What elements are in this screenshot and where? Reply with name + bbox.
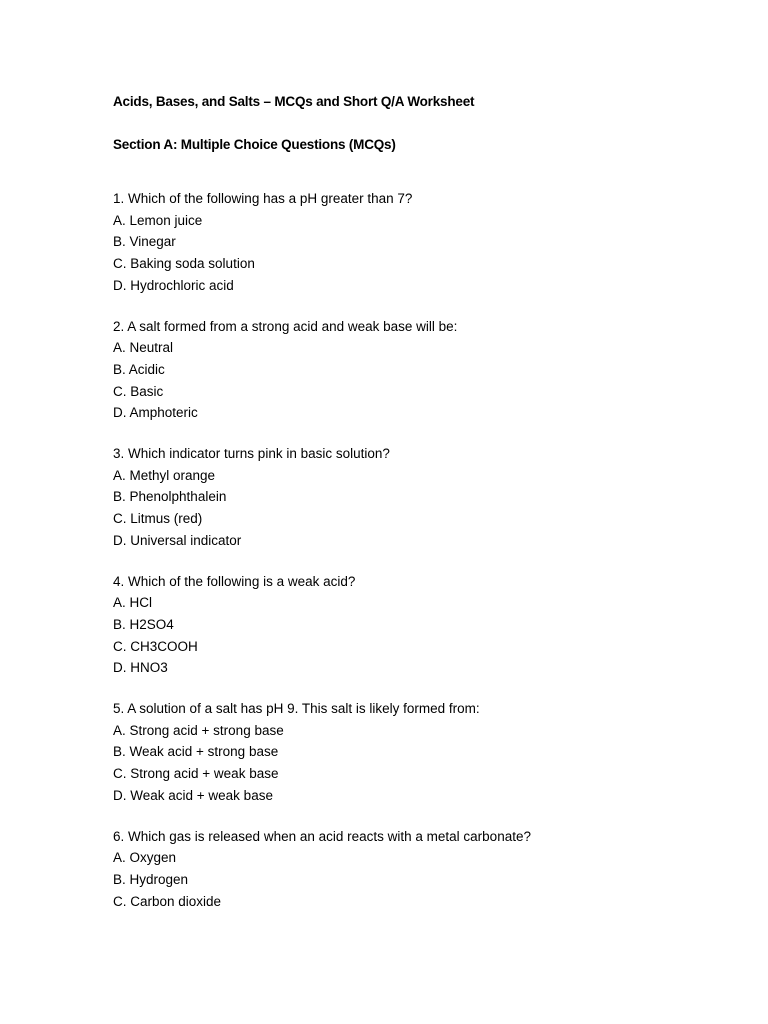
answer-option: D. Universal indicator bbox=[113, 532, 242, 548]
answer-option: B. H2SO4 bbox=[113, 616, 174, 632]
question-text: 2. A salt formed from a strong acid and weak base will be: bbox=[113, 318, 458, 334]
answer-option: A. Lemon juice bbox=[113, 212, 203, 228]
question-block bbox=[113, 571, 673, 680]
question-block bbox=[113, 188, 673, 297]
answer-option: B. Weak acid + strong base bbox=[113, 744, 279, 760]
question-text: 1. Which of the following has a pH greater than 7? bbox=[113, 191, 413, 206]
question-block bbox=[113, 826, 673, 913]
answer-option: C. Litmus (red) bbox=[113, 511, 203, 527]
answer-option: D. Hydrochloric acid bbox=[113, 277, 234, 293]
answer-option: D. Amphoteric bbox=[113, 405, 198, 421]
question-block bbox=[113, 316, 673, 425]
answer-option: C. Strong acid + weak base bbox=[113, 766, 279, 782]
answer-option: A. Neutral bbox=[113, 340, 174, 356]
answer-option: A. Strong acid + strong base bbox=[113, 722, 284, 738]
answer-option: A. Methyl orange bbox=[113, 467, 216, 483]
answer-option: A. Oxygen bbox=[113, 850, 177, 866]
answer-option: D. Weak acid + weak base bbox=[113, 787, 273, 803]
answer-option: B. Hydrogen bbox=[113, 871, 189, 887]
question-list bbox=[113, 188, 673, 912]
answer-option: B. Phenolphthalein bbox=[113, 489, 227, 505]
section-title: Section A: Multiple Choice Questions (MCQs) bbox=[113, 137, 396, 152]
answer-option: D. HNO3 bbox=[113, 660, 168, 676]
answer-option: B. Vinegar bbox=[113, 234, 176, 250]
answer-option: B. Acidic bbox=[113, 361, 165, 377]
question-text: 3. Which indicator turns pink in basic solution? bbox=[113, 446, 390, 462]
question-block bbox=[113, 698, 673, 807]
document-title: Acids, Bases, and Salts – MCQs and Short Q/A Worksheet bbox=[113, 94, 475, 109]
question-text: 4. Which of the following is a weak acid? bbox=[113, 573, 356, 589]
answer-option: C. Basic bbox=[113, 383, 164, 399]
answer-option: C. CH3COOH bbox=[113, 638, 198, 654]
question-block bbox=[113, 443, 673, 552]
question-text: 5. A solution of a salt has pH 9. This salt is likely formed from: bbox=[113, 701, 480, 717]
answer-option: C. Baking soda solution bbox=[113, 256, 255, 272]
answer-option: C. Carbon dioxide bbox=[113, 893, 222, 909]
question-text: 6. Which gas is released when an acid reacts with a metal carbonate? bbox=[113, 828, 531, 844]
answer-option: A. HCl bbox=[113, 595, 153, 611]
document-content bbox=[113, 92, 673, 931]
